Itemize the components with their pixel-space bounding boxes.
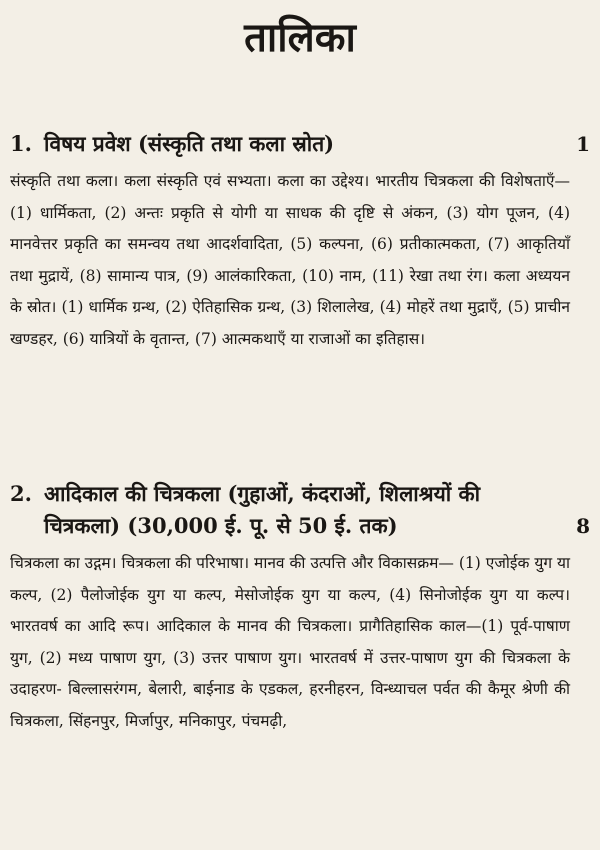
page-title: तालिका	[244, 14, 356, 61]
chapter-page-number: 1	[576, 132, 590, 156]
chapter-title: विषय प्रवेश (संस्कृति तथा कला स्रोत)	[44, 131, 335, 156]
chapter-heading	[10, 128, 590, 160]
chapter-entry-2	[10, 478, 590, 737]
chapter-number: 2.	[10, 481, 32, 506]
chapter-page-number: 8	[576, 514, 590, 538]
chapter-number: 1.	[10, 131, 32, 156]
chapter-summary: संस्कृति तथा कला। कला संस्कृति एवं सभ्यता। कला का उद्देश्य। भारतीय चित्रकला की विशेषताएँ—(1) धार्मिकता, (2) अन्तः प्रकृति से योगी या साधक की दृष्टि से अंकन, (3) योग पूजन, (4) मानवेत्तर प्रकृति का समन्वय तथा आदर्शवादिता, (5) कल्पना, (6) प्रतीकात्मकता, (7) आकृतियाँ तथा मुद्रायें, (8) सामान्य पात्र, (9) आलंकारिकता, (10) नाम, (11) रेखा तथा रंग। कला अध्ययन के स्रोत। (1) धार्मिक ग्रन्थ, (2) ऐतिहासिक ग्रन्थ, (3) शिलालेख, (4) मोहरें तथा मुद्राएँ, (5) प्राचीन खण्डहर, (6) यात्रियों के वृतान्त, (7) आत्मकथाएँ या राजाओं का इतिहास।	[10, 172, 570, 348]
chapter-title: आदिकाल की चित्रकला (गुहाओं, कंदराओं, शिलाश्रयों की चित्रकला) (30,000 ई. पू. से 50 ई. तक)	[44, 481, 481, 538]
chapter-summary: चित्रकला का उद्गम। चित्रकला की परिभाषा। मानव की उत्पत्ति और विकासक्रम— (1) एजोईक युग या कल्प, (2) पैलोजोईक युग या कल्प, मेसोजोईक युग या कल्प, (4) सिनोजोईक युग या कल्प। भारतवर्ष का आदि रूप। आदिकाल के मानव की चित्रकला। प्रागैतिहासिक काल—(1) पूर्व-पाषाण युग, (2) मध्य पाषाण युग, (3) उत्तर पाषाण युग। भारतवर्ष में उत्तर-पाषाण युग की चित्रकला के उदाहरण- बिल्लासरंगम, बेलारी, बाईनाड के एडकल, हरनीहरन, विन्ध्याचल पर्वत की कैमूर श्रेणी की चित्रकला, सिंहनपुर, मिर्जापुर, मनिकापुर, पंचमढ़ी,	[10, 554, 570, 730]
chapter-entry-1	[10, 128, 590, 355]
chapter-heading	[10, 478, 590, 542]
